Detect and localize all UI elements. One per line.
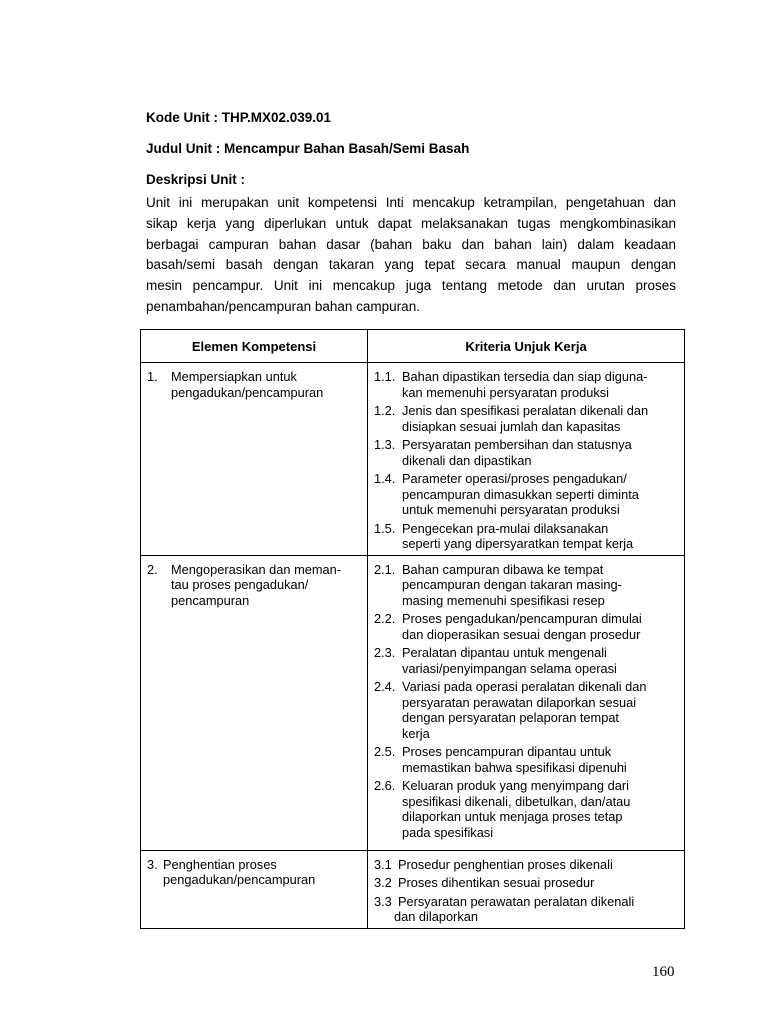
criterion-text [402,679,680,741]
criterion-number: 3.1 [374,856,392,872]
element-text [171,562,363,609]
criterion-line: Peralatan dipantau untuk mengenali [402,645,607,660]
element-line: pencampuran [171,592,250,608]
criterion-line: kerja [402,725,430,741]
criterion-line: Bahan dipastikan tersedia dan siap diguna- [402,369,648,384]
element-line: tau proses pengadukan/ [171,577,309,592]
criterion-number: 2.6. [374,778,396,793]
description-line: penambahan/pencampuran bahan campuran. [146,298,420,314]
unit-description [146,193,676,318]
criterion-line: Variasi pada operasi peralatan dikenali dan [402,679,647,694]
description-label: Deskripsi Unit : [146,172,246,187]
criterion-line: Proses dihentikan sesuai prosedur [398,875,595,890]
criterion-item [374,611,680,642]
element-text [171,369,363,400]
criterion-line: Parameter operasi/proses pengadukan/ [402,471,627,486]
criterion-line: Persyaratan pembersihan dan statusnya [402,437,632,452]
criterion-number: 1.5. [374,520,396,536]
criterion-text [398,857,680,873]
criterion-text [402,645,680,676]
description-line: mesin pencampur. Unit ini mencakup juga tentang metode dan urutan proses [146,278,676,294]
criterion-text [402,778,680,840]
criterion-number: 2.1. [374,561,396,577]
criterion-text [398,875,680,891]
element-item [147,369,363,400]
criterion-line: Bahan campuran dibawa ke tempat [402,561,604,577]
table-body [141,363,685,929]
element-item [147,857,363,888]
element-text [163,857,363,888]
criterion-line: Pengecekan pra-mulai dilaksanakan [402,520,609,536]
criterion-line: variasi/penyimpangan selama operasi [402,660,617,676]
criterion-line: Jenis dan spesifikasi peralatan dikenali dan [402,403,649,418]
criterion-line: memastikan bahwa spesifikasi dipenuhi [402,759,627,775]
criterion-item [374,521,680,552]
criterion-text [394,893,680,925]
column-header-kriteria: Kriteria Unjuk Kerja [368,330,685,363]
criterion-number: 3.3 [374,893,392,909]
criterion-item [374,403,680,434]
criterion-line: pencampuran dengan takaran masing- [402,577,622,592]
criterion-line: Persyaratan perawatan peralatan dikenali [398,893,635,909]
criterion-text [402,471,680,518]
criterion-number: 3.2 [374,875,392,890]
criterion-text [402,744,680,775]
criterion-line: masing memenuhi spesifikasi resep [402,592,605,608]
element-cell [141,363,368,556]
criterion-line: seperti yang dipersyaratkan tempat kerja [402,536,634,551]
criterion-item [374,857,680,873]
criterion-line: persyaratan perawatan dilaporkan sesuai [402,694,637,710]
criterion-number: 1.2. [374,403,396,418]
criteria-cell [368,850,685,928]
description-line: basah/semi basah dengan takaran yang tepat secara manual maupun dengan [146,257,676,273]
criterion-line: dikenali dan dipastikan [402,452,532,468]
criterion-text [402,521,680,552]
criterion-line: disiapkan sesuai jumlah dan kapasitas [402,418,621,434]
criterion-line: dan dilaporkan [394,909,478,924]
criterion-item [374,875,680,891]
element-number: 1. [147,369,158,384]
criterion-line: dilaporkan untuk menjaga proses tetap [402,809,623,824]
criterion-line: Proses pengadukan/pencampuran dimulai [402,611,642,626]
criterion-line: pada spesifikasi [402,824,494,840]
criterion-number: 1.4. [374,471,396,486]
element-number: 2. [147,561,158,577]
element-item [147,562,363,609]
criterion-line: dengan persyaratan pelaporan tempat [402,710,619,725]
criterion-line: Proses pencampuran dipantau untuk [402,744,612,759]
criterion-item [374,679,680,741]
element-line: pengadukan/pencampuran [171,384,324,400]
criterion-line: pencampuran dimasukkan seperti diminta [402,486,639,502]
table-row [141,363,685,556]
criterion-line: dan dioperasikan sesuai dengan prosedur [402,626,641,642]
criterion-text [402,369,680,400]
element-number: 3. [147,856,158,872]
element-line: Mempersiapkan untuk [171,369,297,384]
competency-table [140,329,685,929]
unit-title: Judul Unit : Mencampur Bahan Basah/Semi Basah [146,141,470,156]
criterion-number: 1.3. [374,437,396,452]
table-header-row [141,330,685,363]
table-row [141,555,685,850]
criterion-item [374,562,680,609]
criterion-item [374,471,680,518]
criterion-number: 2.3. [374,645,396,660]
table-row [141,850,685,928]
description-line: Unit ini merupakan unit kompetensi Inti mencakup ketrampilan, pengetahuan dan [146,195,676,210]
criterion-item [374,778,680,840]
page-number: 160 [652,964,675,980]
criterion-item [374,369,680,400]
element-line: Penghentian proses [163,856,277,872]
criterion-line: kan memenuhi persyaratan produksi [402,384,609,400]
criterion-number: 1.1. [374,369,396,384]
criterion-line: untuk memenuhi persyaratan produksi [402,502,620,517]
element-cell [141,555,368,850]
criteria-cell [368,363,685,556]
criterion-number: 2.2. [374,611,396,626]
criterion-number: 2.5. [374,744,396,759]
criterion-item [374,645,680,676]
criteria-cell [368,555,685,850]
description-line: sikap kerja yang diperlukan untuk dapat melaksanakan tugas mengkombinasikan [146,215,676,231]
criterion-item [374,894,680,925]
criterion-line: spesifikasi dikenali, dibetulkan, dan/atau [402,793,631,809]
column-header-elemen: Elemen Kompetensi [141,330,368,363]
criterion-item [374,437,680,468]
description-line: berbagai campuran bahan dasar (bahan baku dan bahan lain) dalam keadaan [146,236,676,252]
criterion-line: Keluaran produk yang menyimpang dari [402,778,629,793]
criterion-text [402,403,680,434]
unit-code: Kode Unit : THP.MX02.039.01 [146,110,332,125]
criterion-number: 2.4. [374,679,396,694]
criterion-text [402,611,680,642]
criterion-text [402,437,680,468]
criterion-line: Prosedur penghentian proses dikenali [398,856,613,872]
element-cell [141,850,368,928]
element-line: Mengoperasikan dan meman- [171,561,342,577]
criterion-text [402,562,680,609]
element-line: pengadukan/pencampuran [163,872,316,887]
criterion-item [374,744,680,775]
